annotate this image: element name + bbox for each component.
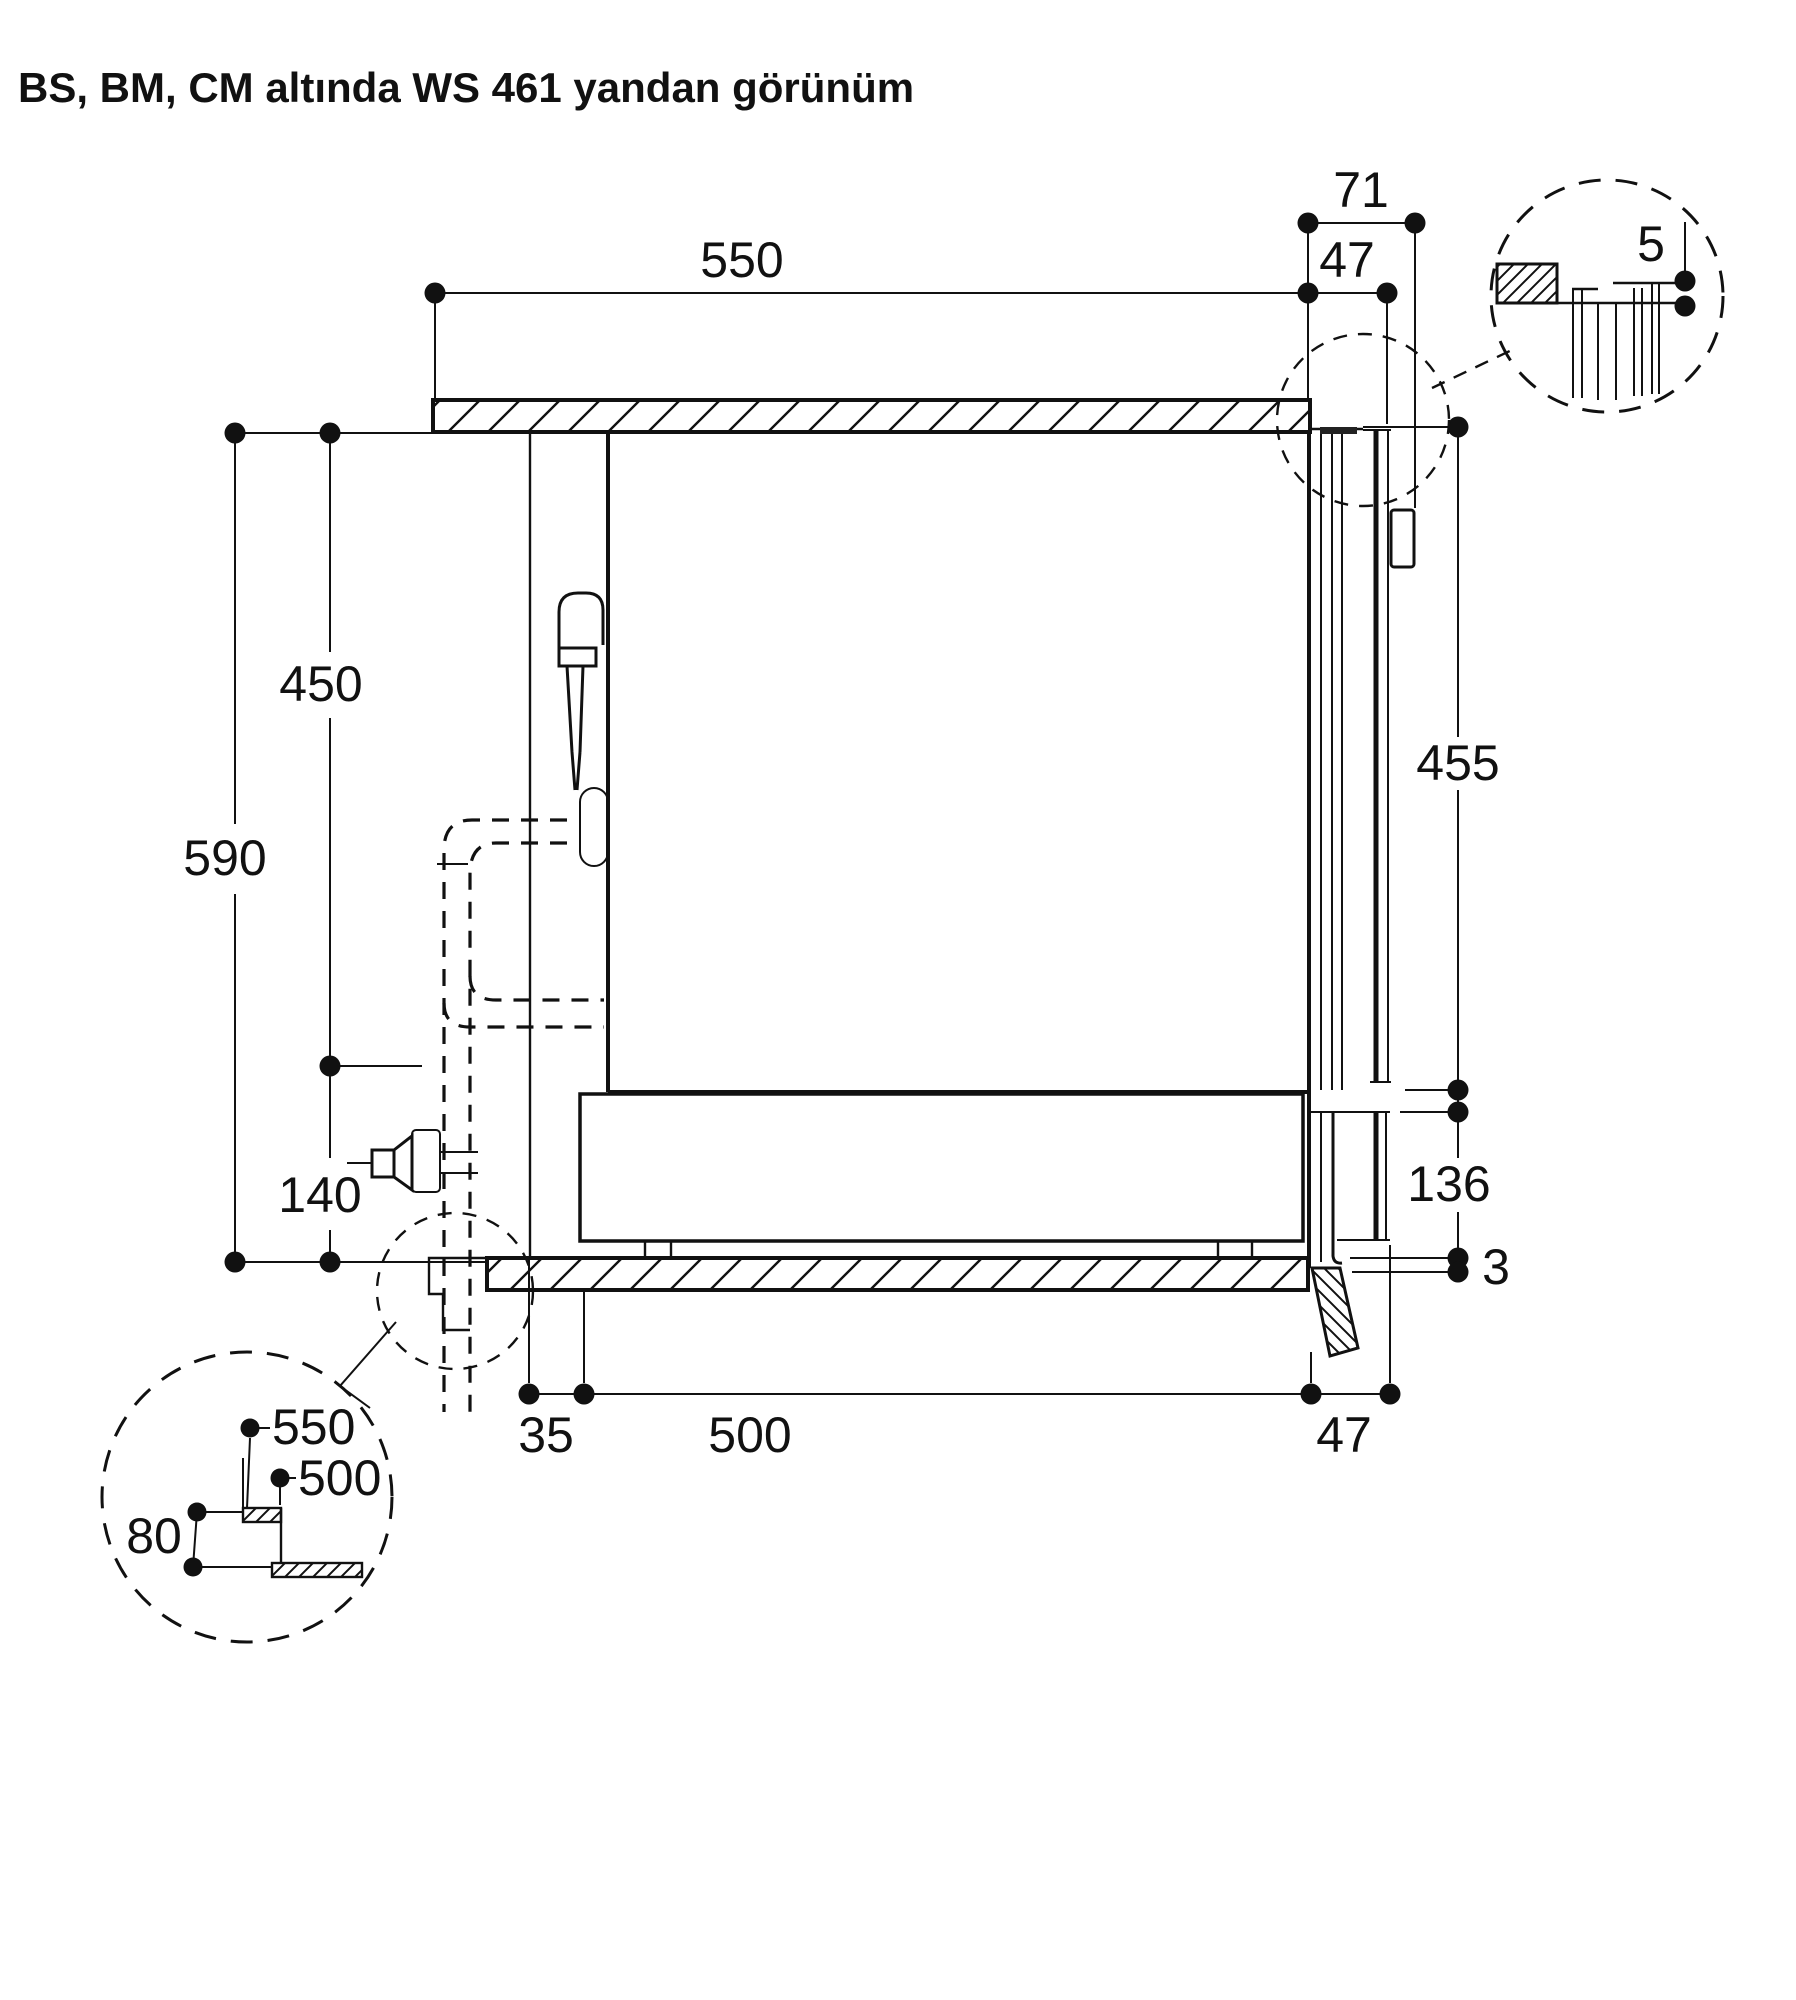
warming-drawer-body <box>580 1094 1303 1241</box>
diagram-title: BS, BM, CM altında WS 461 yandan görünüm <box>18 64 915 111</box>
dim-niche-left-label: 450 <box>279 656 363 712</box>
cabinet-structure <box>429 400 1358 1356</box>
appliance-foot-left <box>645 1241 671 1258</box>
power-plug-icon <box>347 1130 478 1192</box>
step-upper <box>243 1508 281 1522</box>
cable-hook-icon <box>559 593 603 650</box>
dim-niche-right-label: 455 <box>1416 735 1500 791</box>
dim-detail-step-label: 80 <box>126 1508 182 1564</box>
dim-rear-gap-label: 35 <box>518 1407 574 1463</box>
dim-depth-label: 500 <box>708 1407 792 1463</box>
dim-detail-bottom-depth-label: 500 <box>298 1450 382 1506</box>
cable-run-right <box>470 843 567 1412</box>
dim-socket-height-label: 140 <box>278 1167 362 1223</box>
appliance-foot-right <box>1218 1241 1252 1258</box>
plinth-board <box>1312 1268 1358 1356</box>
cabinet-floor <box>487 1258 1308 1290</box>
dim-trim-width-label: 47 <box>1319 232 1375 288</box>
worktop-edge-detail <box>1497 264 1557 303</box>
cable-branch-lower <box>444 1003 604 1027</box>
dim-front-clearance-label: 47 <box>1316 1407 1372 1463</box>
dim-plinth-gap-label: 3 <box>1482 1239 1510 1295</box>
worktop <box>433 400 1310 432</box>
cable-branch-upper <box>470 976 604 1000</box>
dim-front-height-label: 136 <box>1407 1156 1491 1212</box>
step-lower <box>272 1563 362 1577</box>
dim-total-height-label: 590 <box>183 830 267 886</box>
cable-run-left <box>444 820 567 1412</box>
door-handle <box>1391 510 1414 567</box>
dim-front-offset-label: 71 <box>1333 162 1389 218</box>
dim-detail-top-depth-label: 550 <box>272 1399 356 1455</box>
cable-capsule <box>580 788 608 866</box>
dim-seal-gap-label: 5 <box>1637 216 1665 272</box>
top-seal-strip <box>1320 427 1357 434</box>
front-assembly <box>1309 427 1414 1268</box>
dim-top-span-label: 550 <box>700 232 784 288</box>
floor-cable-notch <box>429 1258 487 1330</box>
dimension-lines <box>225 213 1469 1405</box>
